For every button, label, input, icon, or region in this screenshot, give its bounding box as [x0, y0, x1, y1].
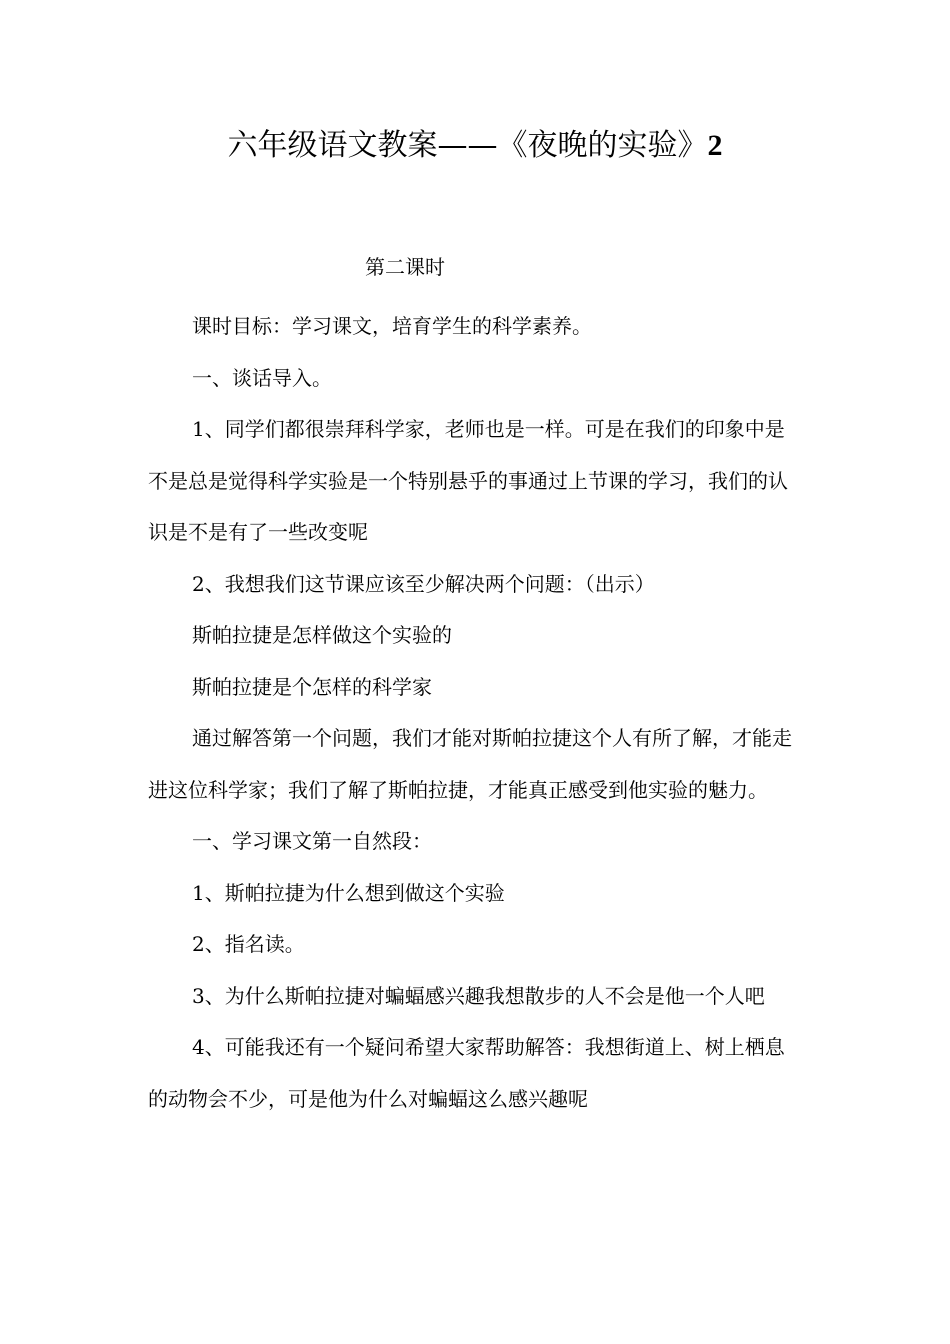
paragraph-intro-item-1: 1、同学们都很崇拜科学家，老师也是一样。可是在我们的印象中是不是总是觉得科学实验是一个特别悬乎的事通过上节课的学习，我们的认识是不是有了一些改变呢	[148, 417, 788, 544]
paragraph-question-1: 斯帕拉捷是怎样做这个实验的	[192, 623, 452, 647]
document-title	[0, 124, 950, 168]
paragraph-objective: 课时目标：学习课文，培育学生的科学素养。	[192, 314, 592, 338]
paragraph-section-study: 一、学习课文第一自然段：	[192, 829, 432, 853]
document-title-number: 2	[707, 129, 723, 162]
paragraph-study-item-2: 2、指名读。	[192, 932, 305, 956]
paragraph-study-item-4: 4、可能我还有一个疑问希望大家帮助解答：我想街道上、树上栖息的动物会不少，可是他为什么对蝙蝠这么感兴趣呢	[148, 1035, 785, 1111]
paragraph-explanation: 通过解答第一个问题，我们才能对斯帕拉捷这个人有所了解，才能走进这位科学家；我们了解了斯帕拉捷，才能真正感受到他实验的魅力。	[148, 726, 792, 802]
document-body	[148, 301, 800, 1125]
lesson-period-heading: 第二课时	[365, 255, 445, 279]
paragraph-question-2: 斯帕拉捷是个怎样的科学家	[192, 674, 432, 699]
paragraph-section-intro: 一、谈话导入。	[192, 365, 332, 390]
paragraph-study-item-3: 3、为什么斯帕拉捷对蝙蝠感兴趣我想散步的人不会是他一个人吧	[192, 983, 765, 1008]
paragraph-intro-item-2: 2、我想我们这节课应该至少解决两个问题：（出示）	[192, 571, 655, 596]
paragraph-study-item-1: 1、斯帕拉捷为什么想到做这个实验	[192, 880, 505, 905]
document-title-text: 六年级语文教案——《夜晚的实验》	[227, 128, 708, 163]
